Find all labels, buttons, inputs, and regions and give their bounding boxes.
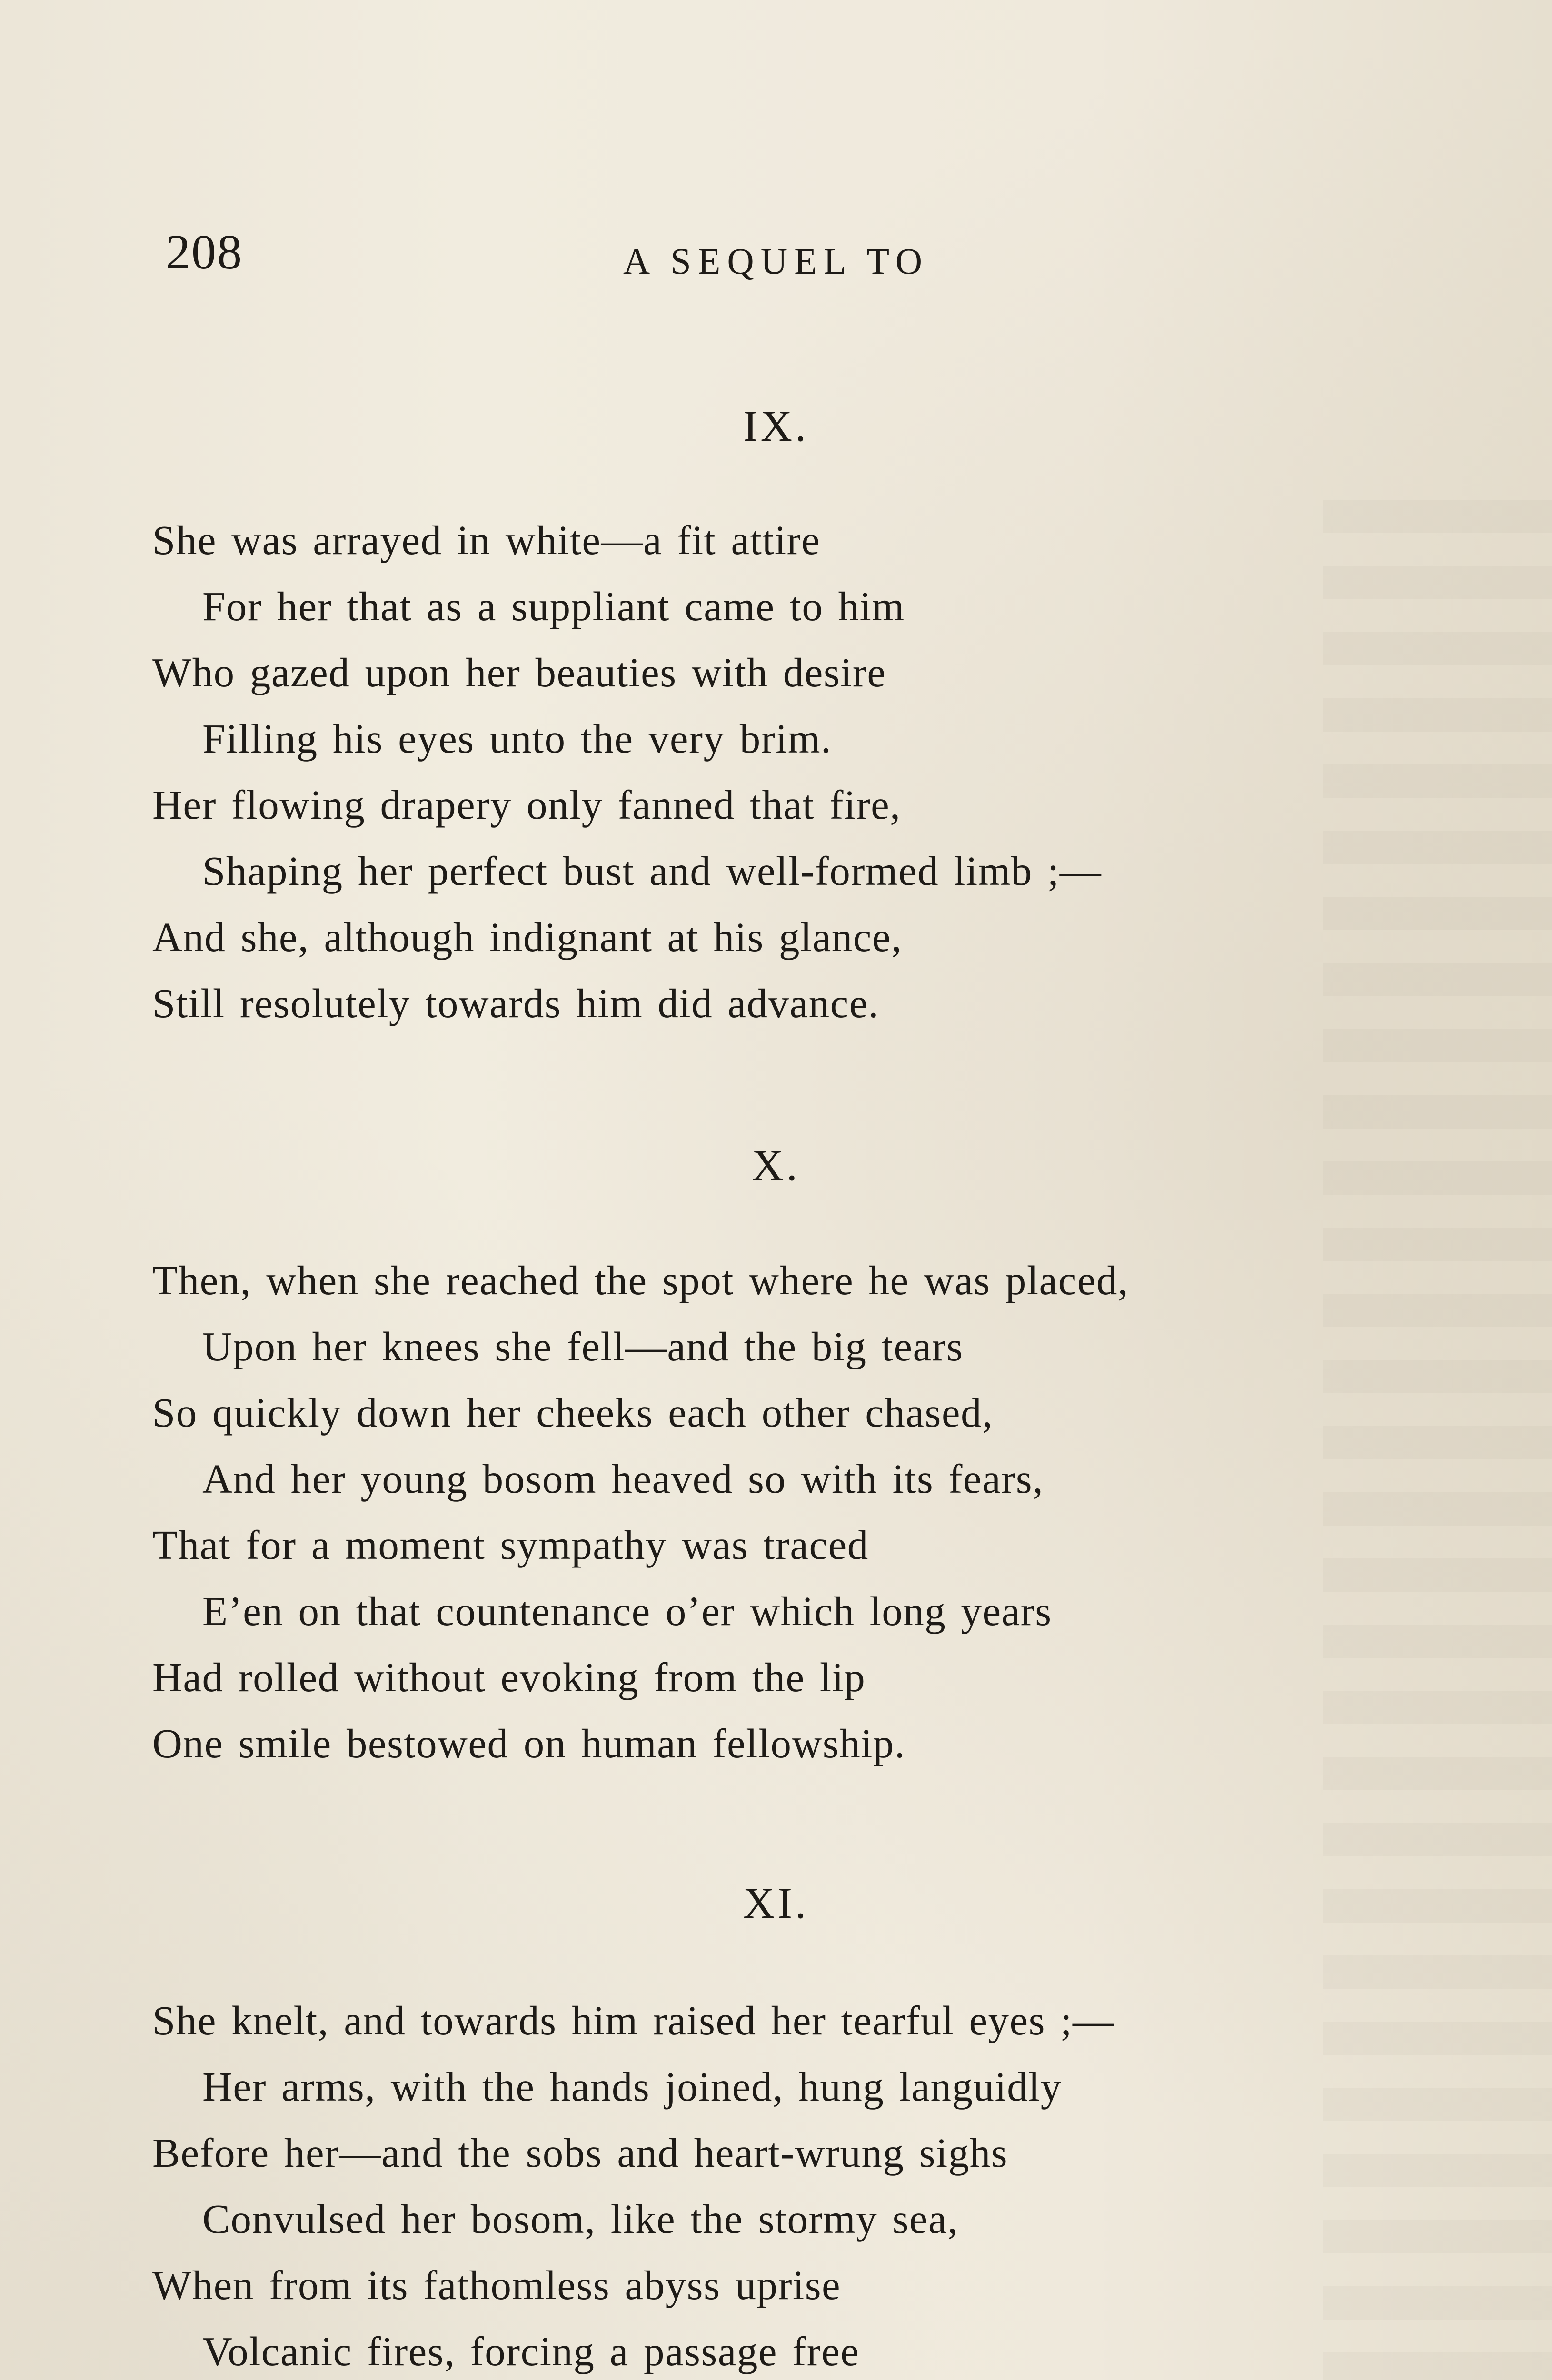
poem-line: One smile bestowed on human fellowship. [152,1720,906,1766]
poem-line: And her young bosom heaved so with its fears, [202,1456,1044,1502]
poem-line: Upon her knees she fell—and the big tears [202,1323,964,1369]
poem-line: E’en on that countenance o’er which long years [202,1588,1052,1634]
poem-line: She was arrayed in white—a fit attire [152,517,821,563]
poem-line: Still resolutely towards him did advance. [152,980,880,1026]
stanza-x [152,1247,1438,1776]
poem-line: And she, although indignant at his glance, [152,914,903,960]
page-number: 208 [166,225,243,279]
poem-line: So quickly down her cheeks each other chased, [152,1389,994,1436]
poem-line: Filling his eyes unto the very brim. [202,715,832,762]
poem-line: She knelt, and towards him raised her tearful eyes ;— [152,1997,1115,2043]
poem-line: Volcanic fires, forcing a passage free [202,2328,860,2374]
poem-line: That for a moment sympathy was traced [152,1522,869,1568]
stanza-xi [152,1987,1438,2380]
poem-line: Had rolled without evoking from the lip [152,1654,866,1700]
running-head [0,224,1552,290]
running-title: A SEQUEL TO [623,240,929,282]
stanza-ix [152,507,1438,1036]
stanza-numeral: X. [752,1141,800,1190]
poem-line: Before her—and the sobs and heart-wrung sighs [152,2130,1008,2176]
poem-line: When from its fathomless abyss uprise [152,2262,841,2308]
poem-line: Her flowing drapery only fanned that fire, [152,782,901,828]
poem-line: Her arms, with the hands joined, hung languidly [202,2063,1062,2110]
poem-line: Who gazed upon her beauties with desire [152,649,886,695]
poem-line: Convulsed her bosom, like the stormy sea, [202,2196,959,2242]
poem-line: Then, when she reached the spot where he was placed, [152,1257,1129,1303]
stanza-numeral: IX. [743,402,809,450]
poem-line: Shaping her perfect bust and well-formed limb ;— [202,848,1102,894]
poem-line: For her that as a suppliant came to him [202,583,905,629]
stanza-numeral: XI. [743,1879,809,1927]
